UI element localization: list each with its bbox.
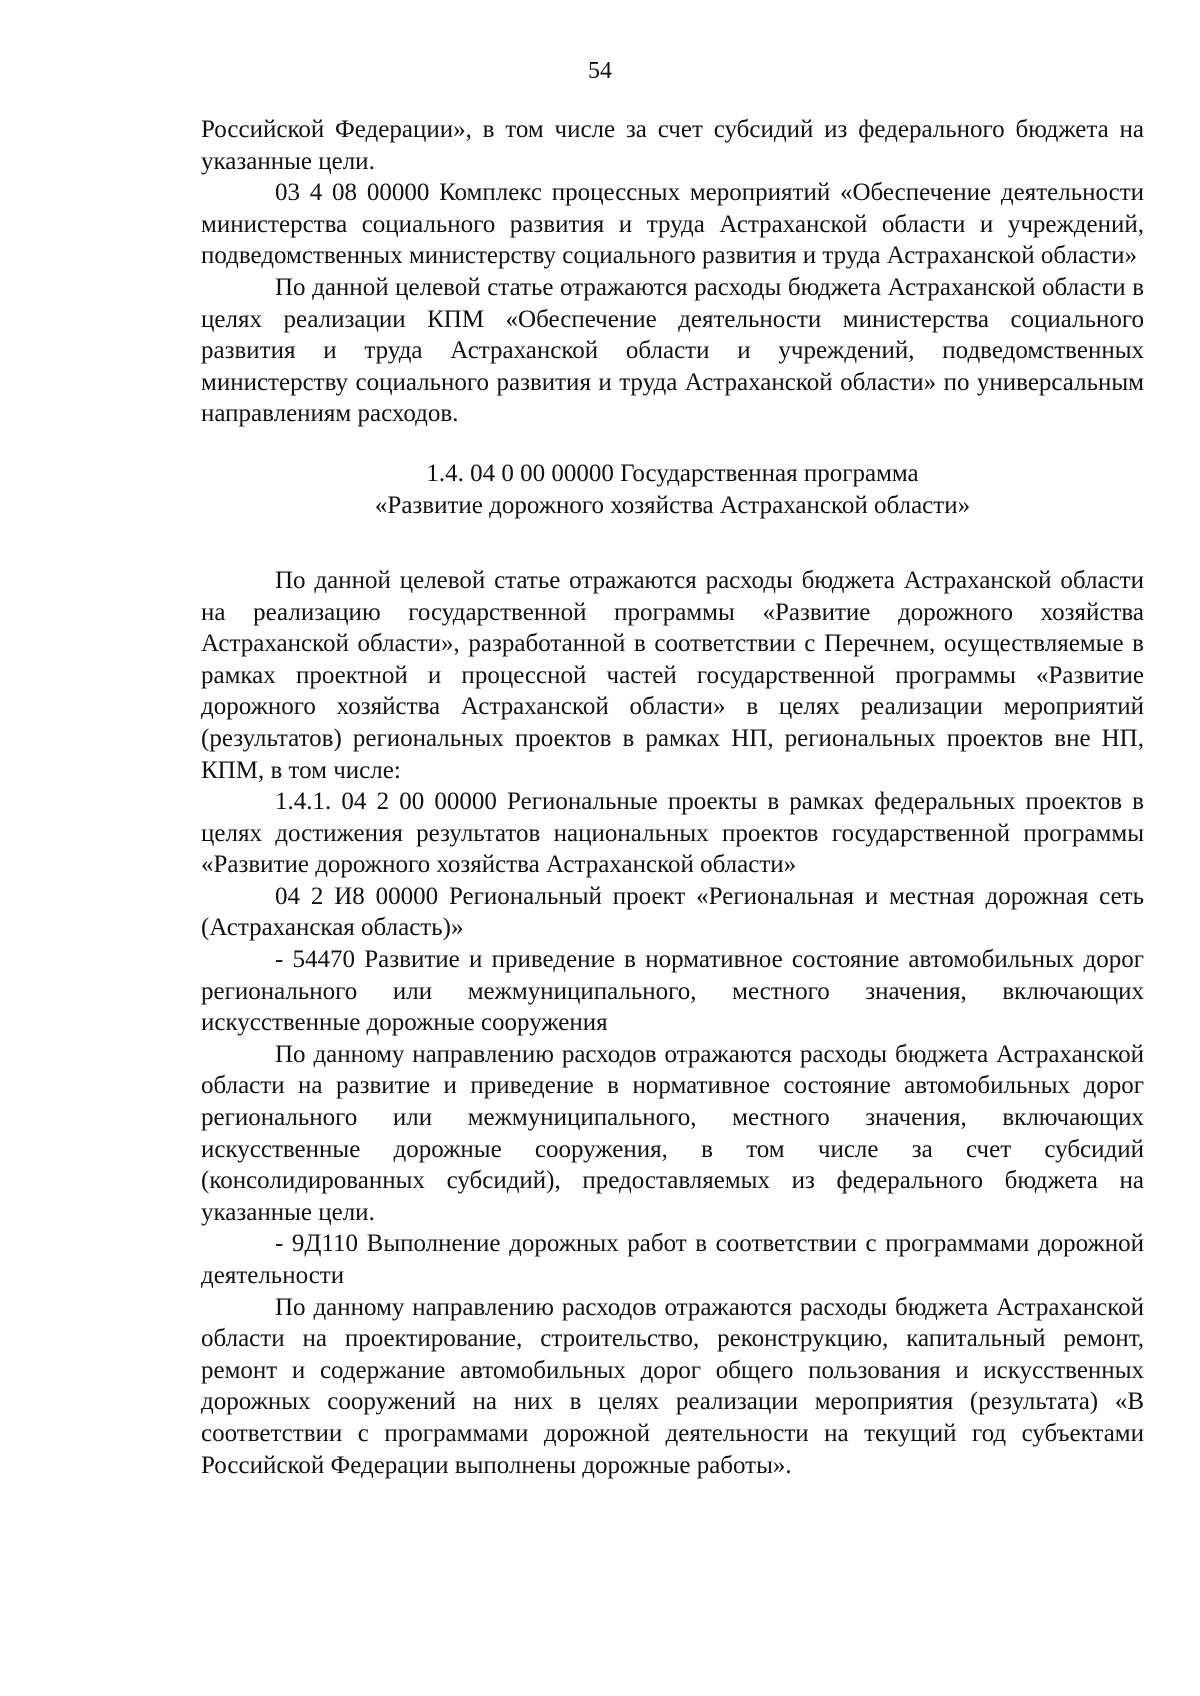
paragraph-kpm-title: 03 4 08 00000 Комплекс процессных мероприятий «Обеспечение деятельности министерства социального развития и труда Астраханской области и учреждений, подведомственных министерству социального развития и труда Астраханской области» [201, 179, 1144, 270]
paragraph-kpm-description: По данной целевой статье отражаются расходы бюджета Астраханской области в целях реализации КПМ «Обеспечение деятельности министерства социального развития и труда Астраханской области и учреждений, подведомственных министерству социального развития и труда Астраханской области» по универсальным направлениям расходов. [201, 273, 1144, 428]
page-number: 54 [588, 58, 612, 84]
paragraph-direction-9d110-description: По данному направлению расходов отражаются расходы бюджета Астраханской области на проектирование, строительство, реконструкцию, капитальный ремонт, ремонт и содержание автомобильных дорог общего пользования и искусственных дорожных сооружений на них в целях реализации мероприятия (результата) «В соответствии с программами дорожной деятельности на текущий год субъектами Российской Федерации выполнены дорожные работы». [201, 1293, 1144, 1479]
paragraph-continuation: Российской Федерации», в том числе за счет субсидий из федерального бюджета на указанные цели. [201, 116, 1144, 175]
document-body [201, 114, 1144, 1481]
paragraph-regional-project-road-network: 04 2 И8 00000 Региональный проект «Региональная и местная дорожная сеть (Астраханская область)» [201, 882, 1144, 942]
section-heading-line-2: «Развитие дорожного хозяйства Астраханской области» [374, 491, 971, 519]
paragraph-regional-projects: 1.4.1. 04 2 00 00000 Региональные проекты в рамках федеральных проектов в целях достижения результатов национальных проектов государственной программы «Развитие дорожного хозяйства Астраханской области» [201, 788, 1144, 879]
section-heading-line-1: 1.4. 04 0 00 00000 Государственная программа [426, 459, 919, 487]
paragraph-program-description: По данной целевой статье отражаются расходы бюджета Астраханской области на реализацию государственной программы «Развитие дорожного хозяйства Астраханской области», разработанной в соответствии с Перечнем, осуществляемые в рамках проектной и процессной частей государственной программы «Развитие дорожного хозяйства Астраханской области» в целях реализации мероприятий (результатов) региональных проектов в рамках НП, региональных проектов вне НП, КПМ, в том числе: [201, 566, 1144, 784]
paragraph-direction-9d110: - 9Д110 Выполнение дорожных работ в соответствии с программами дорожной деятельности [201, 1230, 1144, 1289]
paragraph-direction-54470-description: По данному направлению расходов отражаются расходы бюджета Астраханской области на развитие и приведение в нормативное состояние автомобильных дорог регионального или межмуниципального, местного значения, включающих искусственные дорожные сооружения, в том числе за счет субсидий (консолидированных субсидий), предоставляемых из федерального бюджета на указанные цели. [201, 1040, 1144, 1226]
section-heading [201, 458, 1144, 522]
paragraph-direction-54470: - 54470 Развитие и приведение в нормативное состояние автомобильных дорог регионального или межмуниципального, местного значения, включающих искусственные дорожные сооружения [201, 946, 1144, 1037]
